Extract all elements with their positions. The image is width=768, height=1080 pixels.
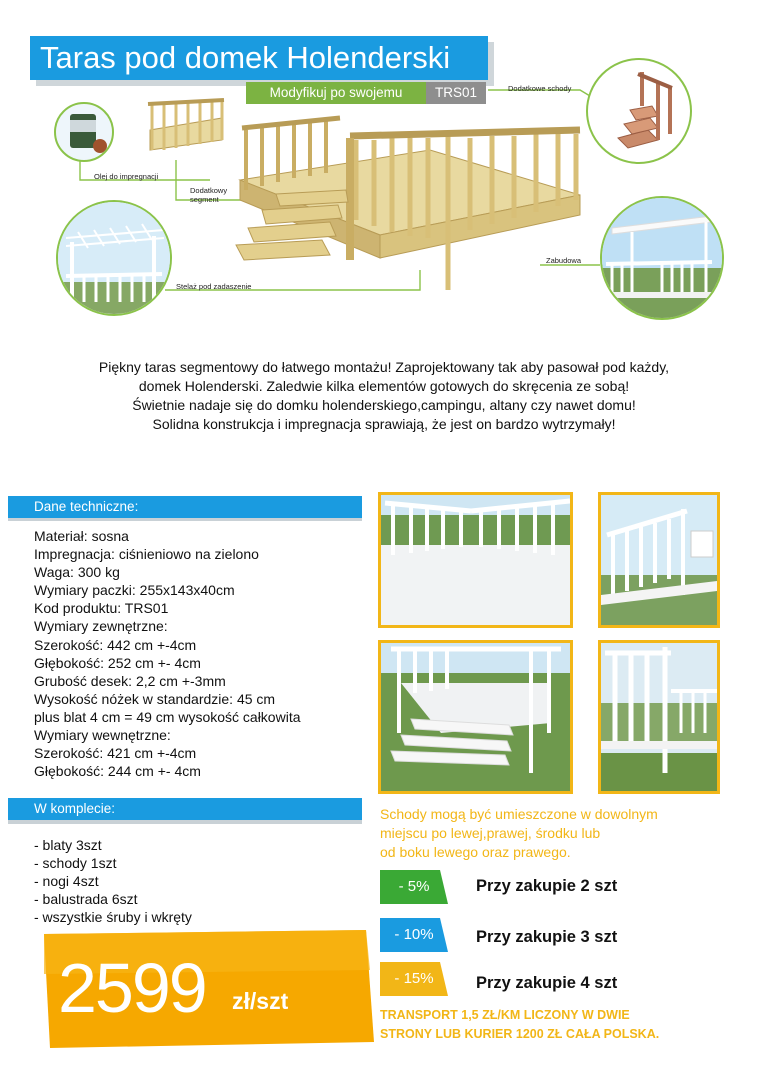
photo-deck-front	[378, 492, 573, 628]
kit-item: - wszystkie śruby i wkręty	[34, 909, 192, 926]
transport-note: TRANSPORT 1,5 ZŁ/KM LICZONY W DWIE STRONY LUB KURIER 1200 ZŁ CAŁA POLSKA.	[380, 1008, 660, 1041]
kit-item: - schody 1szt	[34, 855, 117, 872]
kit-heading: W komplecie:	[8, 798, 362, 820]
enclosure-image	[600, 196, 724, 320]
kit-item: - nogi 4szt	[34, 873, 99, 890]
kit-item: - blaty 3szt	[34, 837, 102, 853]
discount-badge: - 10%	[394, 926, 434, 943]
extra-segment-drawing	[148, 100, 224, 150]
callout-extra-segment: Dodatkowy segment	[190, 186, 228, 204]
stairs-placement-note: Schody mogą być umieszczone w dowolnym miejscu po lewej,prawej, środku lub od boku lewego oraz prawego.	[380, 806, 658, 860]
price-value: 2599	[58, 949, 206, 1027]
page-title: Taras pod domek Holenderski	[30, 36, 488, 80]
photo-deck-side	[598, 492, 720, 628]
impregnation-oil-image	[54, 102, 114, 162]
specs-heading: Dane techniczne:	[8, 496, 362, 518]
kit-item: - balustrada 6szt	[34, 891, 138, 908]
roof-frame-image	[56, 200, 172, 316]
price-unit: zł/szt	[232, 988, 289, 1014]
photo-deck-stairs	[378, 640, 573, 794]
kit-list	[34, 836, 192, 926]
kit-heading-shadow	[8, 820, 362, 824]
callout-impregnation: Olej do impregnacji	[94, 172, 159, 181]
discount-badge: - 15%	[394, 970, 434, 987]
callout-enclosure: Zabudowa	[546, 256, 582, 265]
product-code-badge: TRS01	[426, 82, 486, 104]
extra-stairs-image	[586, 58, 692, 164]
callout-roof-frame: Stelaż pod zadaszenie	[176, 282, 252, 291]
photo-deck-closeup	[598, 640, 720, 794]
discount-text: Przy zakupie 2 szt	[476, 877, 618, 895]
product-description: Piękny taras segmentowy do łatwego montażu! Zaprojektowany tak aby pasował pod każdy, domek Holenderski. Zaledwie kilka elementów gotowych do skręcenia ze sobą! Świetnie nadaje się do domku holenderskiego,campingu, altany czy nawet domu! Solidna konstrukcja i impregnacja sprawiają, że jest on bardzo wytrzymały!	[98, 359, 670, 432]
discount-badge: - 5%	[398, 878, 430, 895]
specs-list: Materiał: sosna Impregnacja: ciśnieniowo na zielono Waga: 300 kg Wymiary paczki: 255x143x40cm Kod produktu: TRS01 Wymiary zewnętrzne: Szerokość: 442 cm +-4cm Głębokość: 252 cm +- 4cm Grubość desek: 2,2 cm +-3mm Wysokość nóżek w standardzie: 45 cm plus blat 4 cm = 49 cm wysokość całkowita Wymiary wewnętrzne: Szerokość: 421 cm +-4cm Głębokość: 244 cm +- 4cm	[34, 528, 301, 780]
discount-text: Przy zakupie 3 szt	[476, 928, 618, 946]
modify-label: Modyfikuj po swojemu	[246, 82, 426, 104]
main-deck-drawing	[236, 118, 580, 290]
callout-extra-stairs: Dodatkowe schody	[508, 84, 572, 93]
discount-text: Przy zakupie 4 szt	[476, 974, 618, 992]
